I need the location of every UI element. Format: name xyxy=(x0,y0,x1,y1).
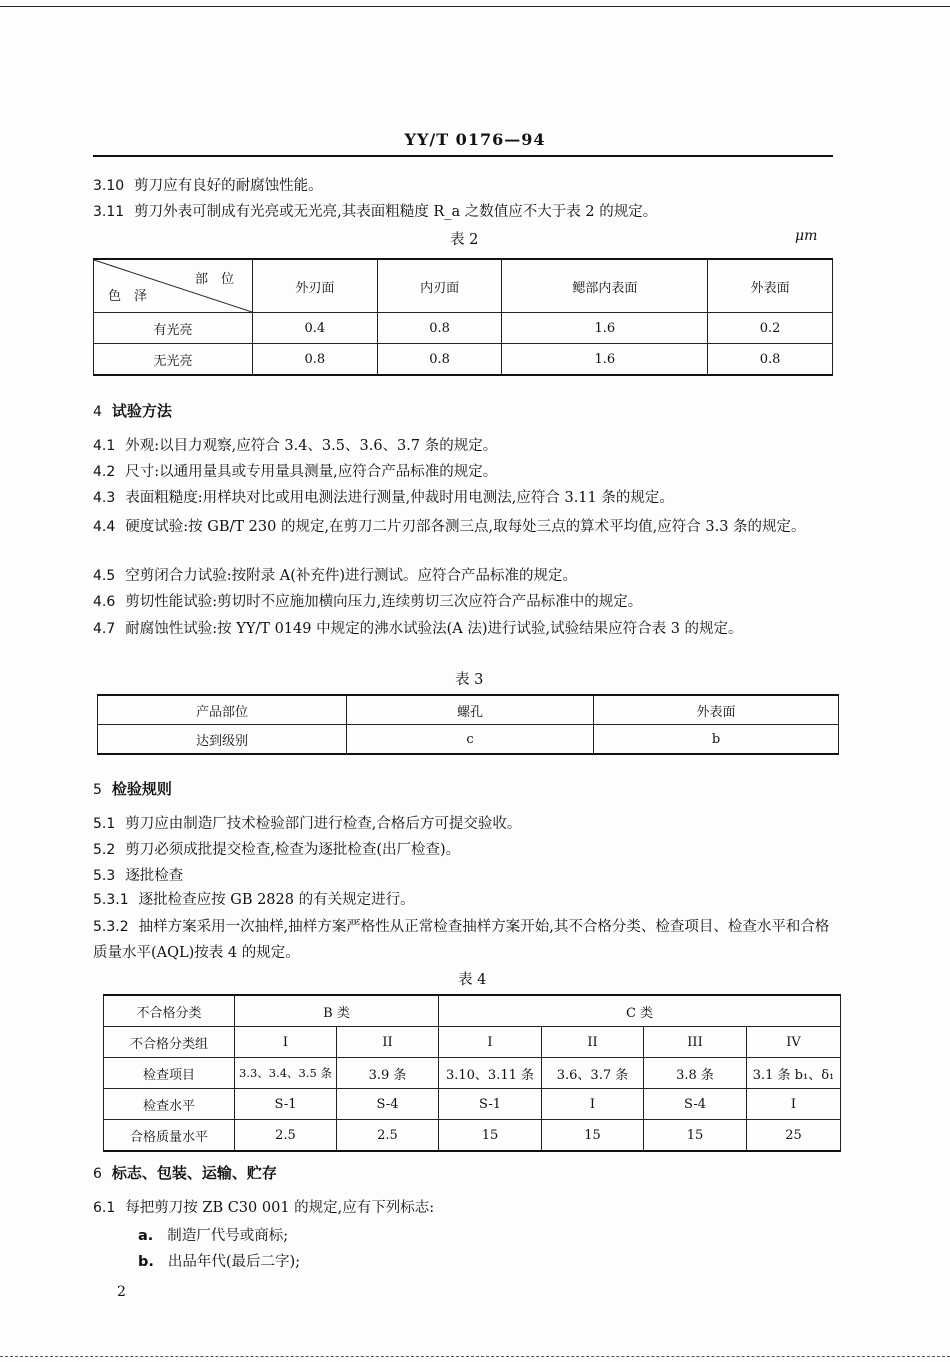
section-4-heading: 4 试验方法 xyxy=(93,402,172,420)
clause-5-3-1: 5.3.1 逐批检查应按 GB 2828 的有关规定进行。 xyxy=(93,892,415,908)
bottom-rule xyxy=(0,1356,950,1357)
table-4 xyxy=(103,994,841,1152)
clause-5-3-2: 5.3.2 抽样方案采用一次抽样,抽样方案严格性从正常检查抽样方案开始,其不合格分类、检查项目、检查水平和合格质量水平(AQL)按表 4 的规定。 xyxy=(93,919,830,961)
table-row: 达到级别 c b xyxy=(98,725,839,755)
clause-4-7: 4.7 耐腐蚀性试验:按 YY/T 0149 中规定的沸水试验法(A 法)进行试验,试验结果应符合表 3 的规定。 xyxy=(93,621,743,637)
table-row: 不合格分类 B 类 C 类 xyxy=(104,995,841,1027)
clause-3-10: 3.10 剪刀应有良好的耐腐蚀性能。 xyxy=(93,178,323,194)
clause-3-11: 3.11 剪刀外表可制成有光亮或无光亮,其表面粗糙度 R_a 之数值应不大于表 2 的规定。 xyxy=(93,204,658,220)
section-6-heading: 6 标志、包装、运输、贮存 xyxy=(93,1164,277,1182)
clause-5-2: 5.2 剪刀必须成批提交检查,检查为逐批检查(出厂检查)。 xyxy=(93,842,461,858)
table-2-unit: μm xyxy=(795,228,818,244)
clause-5-3: 5.3 逐批检查 xyxy=(93,868,184,884)
table-row: 检查水平 S-1 S-4 S-1 I S-4 I xyxy=(104,1089,841,1120)
table-row: 不合格分类组 I II I II III IV xyxy=(104,1027,841,1058)
table-row: 无光亮 0.8 0.8 1.6 0.8 xyxy=(94,344,833,376)
table-row: 检查项目 3.3、3.4、3.5 条 3.9 条 3.10、3.11 条 3.6、3.7 条 3.8 条 3.1 条 b₁、δ₁ xyxy=(104,1058,841,1089)
table-3 xyxy=(97,694,839,755)
table-row: 产品部位 螺孔 外表面 xyxy=(98,695,839,725)
header-rule xyxy=(93,155,833,157)
list-item: a. 制造厂代号或商标; xyxy=(138,1228,289,1244)
table-2-corner: 部 位 色 泽 xyxy=(94,259,253,313)
table-2-col-header: 鳃部内表面 xyxy=(502,259,708,313)
standard-header: YY/T 0176—94 xyxy=(404,130,546,149)
clause-5-1: 5.1 剪刀应由制造厂技术检验部门进行检查,合格后方可提交验收。 xyxy=(93,816,522,832)
table-row: 合格质量水平 2.5 2.5 15 15 15 25 xyxy=(104,1120,841,1152)
list-item: b. 出品年代(最后二字); xyxy=(138,1254,301,1270)
clause-4-4: 4.4 硬度试验:按 GB/T 230 的规定,在剪刀二片刃部各测三点,取每处三点的算术平均值,应符合 3.3 条的规定。 xyxy=(93,519,806,535)
top-rule xyxy=(0,6,950,7)
table-2-caption: 表 2 xyxy=(450,232,479,248)
clause-4-3: 4.3 表面粗糙度:用样块对比或用电测法进行测量,仲裁时用电测法,应符合 3.11 条的规定。 xyxy=(93,490,674,506)
clause-4-6: 4.6 剪切性能试验:剪切时不应施加横向压力,连续剪切三次应符合产品标准中的规定。 xyxy=(93,594,643,610)
clause-6-1: 6.1 每把剪刀按 ZB C30 001 的规定,应有下列标志: xyxy=(93,1200,435,1216)
table-4-caption: 表 4 xyxy=(458,972,487,988)
table-3-caption: 表 3 xyxy=(455,672,484,688)
table-2-col-header: 内刃面 xyxy=(377,259,502,313)
table-2-col-header: 外表面 xyxy=(708,259,833,313)
clause-4-5: 4.5 空剪闭合力试验:按附录 A(补充件)进行测试。应符合产品标准的规定。 xyxy=(93,568,578,584)
section-5-heading: 5 检验规则 xyxy=(93,780,172,798)
clause-4-1: 4.1 外观:以目力观察,应符合 3.4、3.5、3.6、3.7 条的规定。 xyxy=(93,438,498,454)
table-2 xyxy=(93,258,833,376)
clause-4-2: 4.2 尺寸:以通用量具或专用量具测量,应符合产品标准的规定。 xyxy=(93,464,498,480)
table-row: 有光亮 0.4 0.8 1.6 0.2 xyxy=(94,313,833,344)
page-number: 2 xyxy=(117,1284,126,1300)
table-2-col-header: 外刃面 xyxy=(253,259,378,313)
